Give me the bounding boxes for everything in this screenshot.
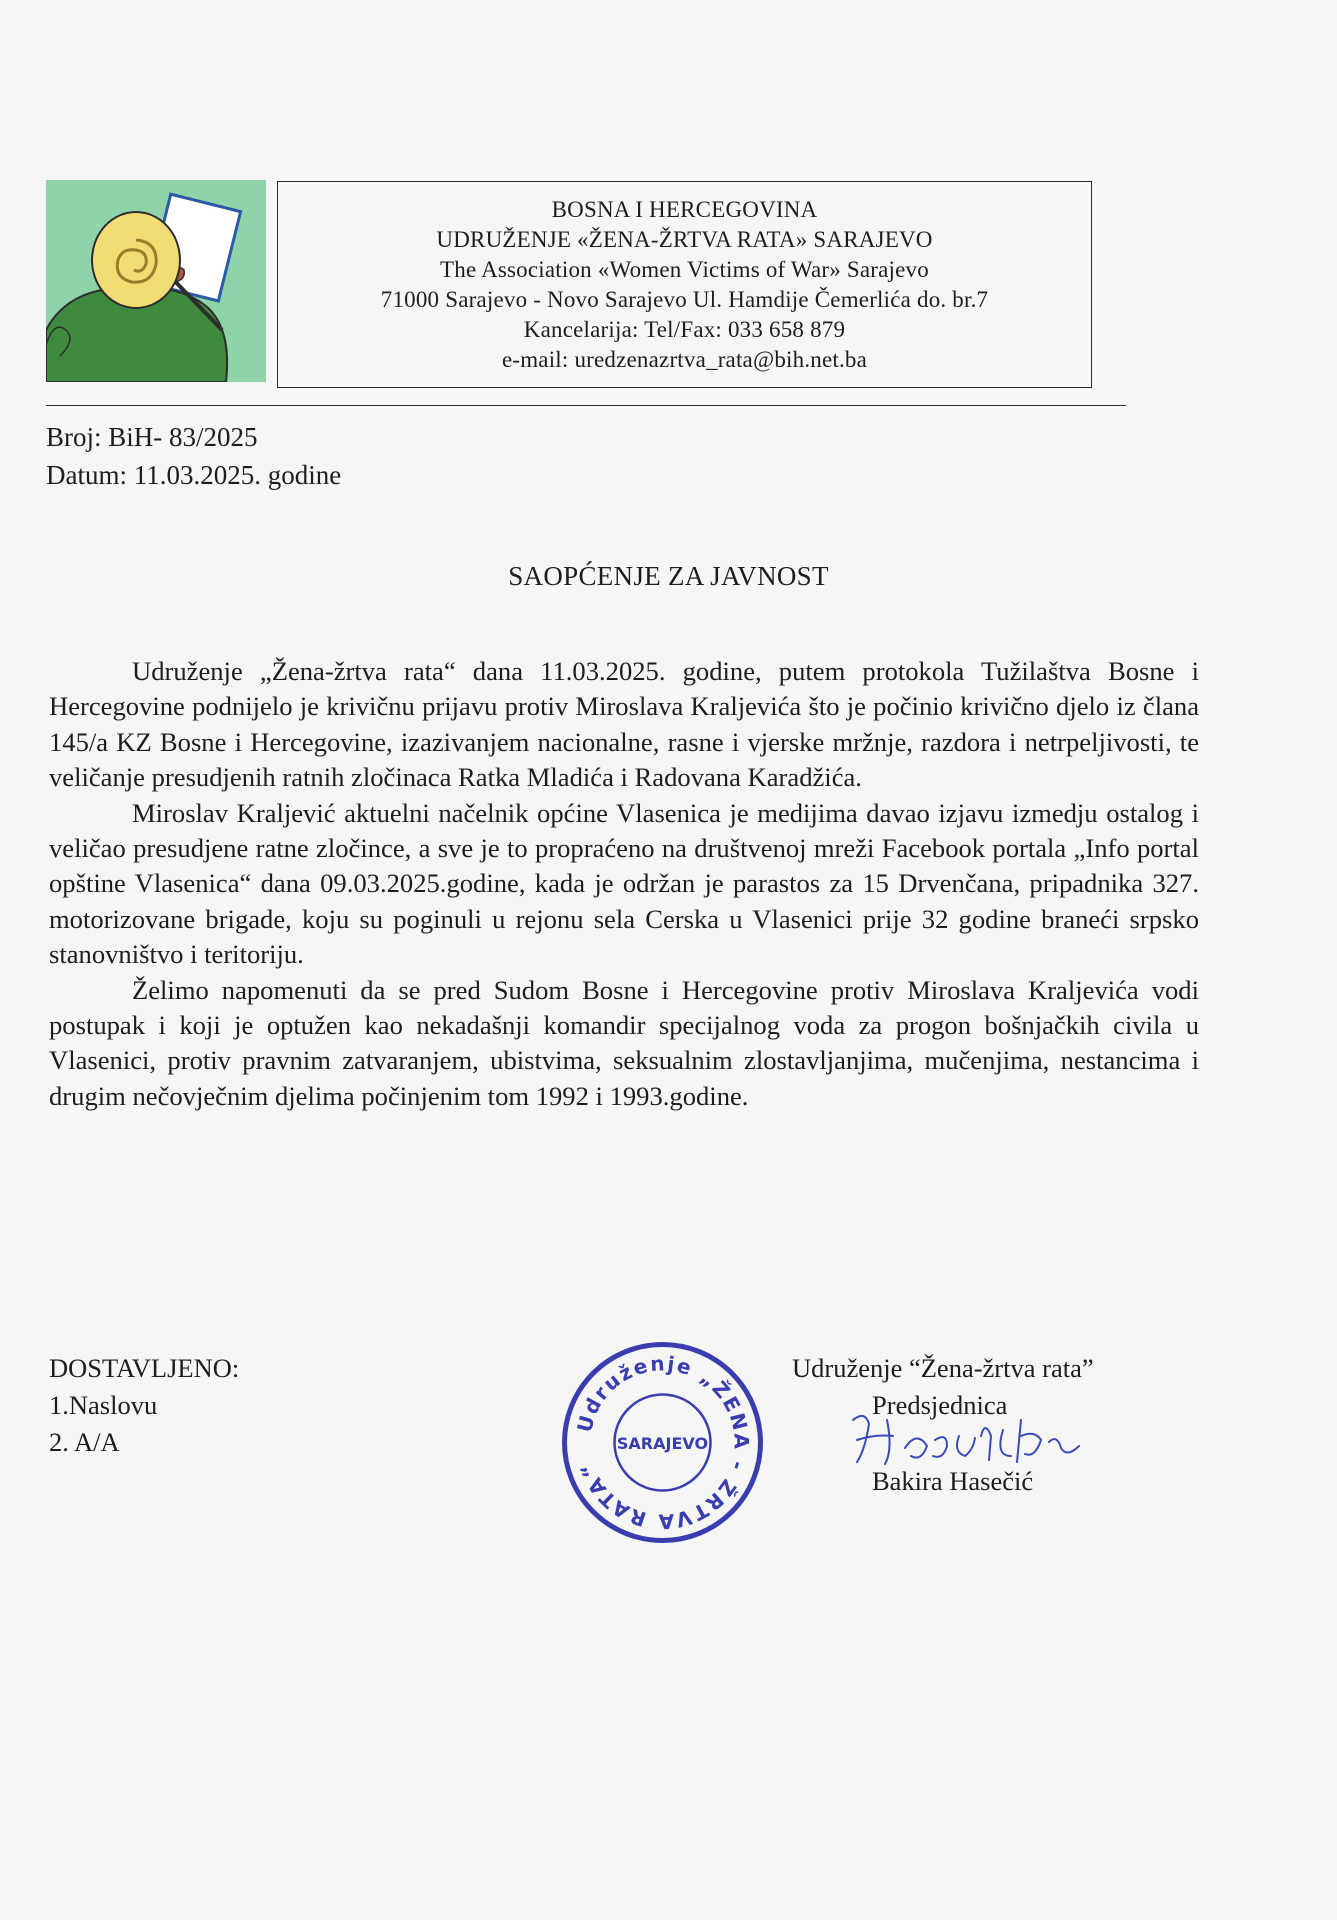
body-paragraph-1: Udruženje „Žena-žrtva rata“ dana 11.03.2025. godine, putem protokola Tužilaštva Bosne i Hercegovine podnijelo je krivičnu prijavu protiv Miroslava Kraljevića što je počinio krivično djelo iz člana 145/a KZ Bosne i Hercegovine, izazivanjem nacionalne, rasne i vjerske mržnje, razdora i netrpeljivosti, te veličanje presudjenih ratnih zločinaca Ratka Mladića i Radovana Karadžića. bbox=[49, 656, 1199, 793]
letterhead-email: e-mail: uredzenazrtva_rata@bih.net.ba bbox=[501, 347, 868, 372]
delivery-item: 1.Naslovu bbox=[49, 1390, 158, 1420]
body-paragraph-2: Miroslav Kraljević aktuelni načelnik općine Vlasenica je medijima davao izjavu izmedju ostalog i veličao presudjene ratne zločince, a sve je to propraćeno na društvenoj mreži Facebook portala „Info portal opštine Vlasenica“ dana 09.03.2025.godine, kada je održan je parastos za 15 Drvenčana, pripadnika 327. motorizovane brigade, koju su poginuli u rejonu sela Cerska u Vlasenici prije 32 godine braneći srpsko stanovništvo i teritoriju. bbox=[49, 797, 1199, 970]
document-meta bbox=[46, 418, 341, 494]
association-logo bbox=[46, 180, 266, 382]
document-title: SAOPĆENJE ZA JAVNOST bbox=[508, 561, 829, 591]
letterhead-phone: Kancelarija: Tel/Fax: 033 658 879 bbox=[523, 317, 846, 342]
document-body bbox=[49, 654, 1199, 1114]
delivery-item: 2. A/A bbox=[49, 1427, 120, 1457]
signature-role: Predsjednica bbox=[872, 1390, 1008, 1420]
letterhead-country: BOSNA I HERCEGOVINA bbox=[551, 197, 818, 222]
official-stamp bbox=[555, 1335, 770, 1550]
delivery-heading: DOSTAVLJENO: bbox=[49, 1353, 240, 1383]
delivery-list bbox=[49, 1350, 239, 1461]
header-divider bbox=[46, 405, 1126, 406]
letterhead-org-name-en: The Association «Women Victims of War» Sarajevo bbox=[440, 257, 929, 282]
signature-organization: Udruženje “Žena-žrtva rata” bbox=[792, 1353, 1094, 1383]
letterhead-org-name: UDRUŽENJE «ŽENA-ŽRTVA RATA» SARAJEVO bbox=[436, 227, 933, 252]
body-paragraph-3: Želimo napomenuti da se pred Sudom Bosne i Hercegovine protiv Miroslava Kraljevića vodi postupak i koji je optužen kao nekadašnji komandir specijalnog voda za progon bošnjačkih civila u Vlasenici, protiv pravnim zatvaranjem, ubistvima, seksualnim zlostavljanjima, mučenjima, nestancima i drugim nečovječnim djelima počinjenim tom 1992 i 1993.godine. bbox=[49, 974, 1199, 1111]
letterhead-box bbox=[277, 181, 1092, 388]
stamp-center-text: SARAJEVO bbox=[616, 1434, 709, 1453]
document-date: Datum: 11.03.2025. godine bbox=[46, 460, 342, 490]
signatory-name: Bakira Hasečić bbox=[872, 1466, 1034, 1496]
letterhead-address: 71000 Sarajevo - Novo Sarajevo Ul. Hamdije Čemerlića do. br.7 bbox=[380, 287, 989, 312]
document-number: Broj: BiH- 83/2025 bbox=[46, 422, 258, 452]
svg-text:Udruženje „ŽENA - ŽRTVA RATA“: Udruženje „ŽENA - ŽRTVA RATA“ bbox=[572, 1351, 754, 1534]
